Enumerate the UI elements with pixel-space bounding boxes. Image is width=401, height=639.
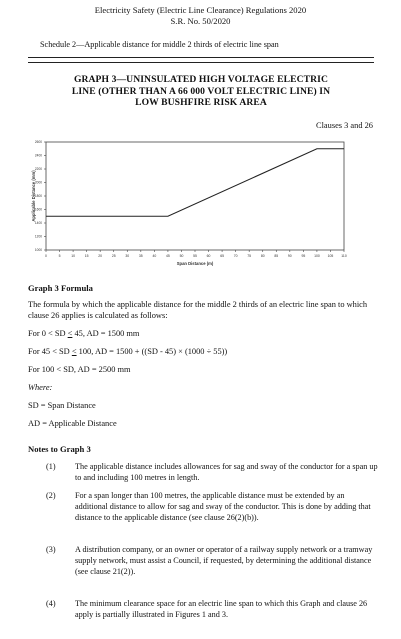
x-tick-label: 25 xyxy=(111,254,116,258)
x-tick-label: 75 xyxy=(247,254,252,258)
y-tick-label: 2600 xyxy=(34,140,42,145)
graph-3-chart xyxy=(0,0,401,285)
graph-title-line-1: GRAPH 3—UNINSULATED HIGH VOLTAGE ELECTRIC xyxy=(73,74,329,85)
note-1-text: The applicable distance includes allowances for sag and sway of the conductor for a span up to and including 100 metres in length. xyxy=(75,462,378,482)
y-tick-label: 2400 xyxy=(34,153,42,158)
x-tick-label: 40 xyxy=(152,254,157,258)
x-axis-label: Span Distance (m) xyxy=(176,261,214,266)
applicable-distance-line xyxy=(46,149,344,217)
note-3-number: (3) xyxy=(46,545,56,554)
notes-heading: Notes to Graph 3 xyxy=(28,444,91,454)
clauses-reference: Clauses 3 and 26 xyxy=(316,121,373,130)
x-tick-label: 95 xyxy=(301,254,306,258)
y-tick-label: 1600 xyxy=(34,207,42,212)
where-label: Where: xyxy=(28,383,53,392)
y-tick-label: 2000 xyxy=(34,180,42,185)
formula-line-2-start: For 45 < SD xyxy=(28,347,72,356)
x-tick-label: 100 xyxy=(314,254,320,258)
x-tick-label: 50 xyxy=(179,254,184,258)
y-axis-label: Applicable Distance (mm) xyxy=(31,170,36,222)
note-3-text: A distribution company, or an owner or operator of a railway supply network or a tramway supply network, must assist a Council, if requested, by determining the additional distance (see clause 21(2)). xyxy=(75,545,373,576)
y-tick-label: 1200 xyxy=(34,234,42,239)
formula-intro: The formula by which the applicable distance for the middle 2 thirds of an electric line span to which clause 26 applies is calculated as follows: xyxy=(28,300,368,320)
formula-line-1-operator: < xyxy=(67,329,73,338)
formula-line-1-start: For 0 < SD xyxy=(28,329,68,338)
y-tick-label: 1800 xyxy=(34,194,42,199)
x-tick-label: 60 xyxy=(206,254,211,258)
note-1-number: (1) xyxy=(46,462,56,471)
note-4-text: The minimum clearance space for an electric line span to which this Graph and clause 26 apply is partially illustrated in Figures 1 and 3. xyxy=(75,599,368,619)
x-tick-label: 55 xyxy=(193,254,197,258)
note-2-number: (2) xyxy=(46,491,56,500)
x-tick-label: 35 xyxy=(138,254,143,258)
y-tick-label: 2200 xyxy=(34,167,42,172)
formula-line-1 xyxy=(28,329,139,338)
x-tick-label: 90 xyxy=(287,254,292,258)
x-tick-label: 5 xyxy=(58,254,61,258)
note-4-number: (4) xyxy=(46,599,56,608)
schedule-title: Schedule 2—Applicable distance for middle 2 thirds of electric line span xyxy=(40,40,279,49)
x-tick-label: 85 xyxy=(274,254,279,258)
x-tick-label: 0 xyxy=(45,254,47,258)
x-tick-label: 80 xyxy=(260,254,265,258)
x-tick-label: 10 xyxy=(71,254,75,258)
x-tick-label: 30 xyxy=(125,254,130,258)
y-tick-label: 1400 xyxy=(34,221,42,226)
graph-title-line-2: LINE (OTHER THAN A 66 000 VOLT ELECTRIC LINE) IN xyxy=(71,85,331,97)
ad-definition: AD = Applicable Distance xyxy=(28,419,117,428)
regulation-number: S.R. No. 50/2020 xyxy=(170,16,231,26)
formula-heading: Graph 3 Formula xyxy=(28,283,93,293)
x-tick-label: 110 xyxy=(341,254,347,258)
x-tick-label: 65 xyxy=(220,254,224,258)
formula-line-1-end: 45, AD = 1500 mm xyxy=(72,329,140,338)
formula-line-3: For 100 < SD, AD = 2500 mm xyxy=(28,365,131,374)
graph-title-line-3: LOW BUSHFIRE RISK AREA xyxy=(135,97,267,108)
plot-frame xyxy=(46,142,344,250)
x-tick-label: 70 xyxy=(233,254,238,258)
x-tick-label: 15 xyxy=(84,254,89,258)
x-tick-label: 20 xyxy=(98,254,103,258)
note-2-text: For a span longer than 100 metres, the applicable distance must be extended by an additional distance to allow for sag and sway of the conductor. This is done by adding that distance to the applicable distance (see clause 26(2)(b)). xyxy=(75,491,371,522)
y-tick-label: 1000 xyxy=(34,248,42,253)
x-tick-label: 105 xyxy=(327,254,334,258)
sd-definition: SD = Span Distance xyxy=(28,401,96,410)
formula-line-2-operator: < xyxy=(71,347,77,356)
formula-line-2-end: 100, AD = 1500 + ((SD - 45) × (1000 ÷ 55)) xyxy=(76,347,228,356)
formula-line-2 xyxy=(28,347,227,356)
x-tick-label: 45 xyxy=(166,254,170,258)
regulation-title: Electricity Safety (Electric Line Clearance) Regulations 2020 xyxy=(94,5,307,15)
